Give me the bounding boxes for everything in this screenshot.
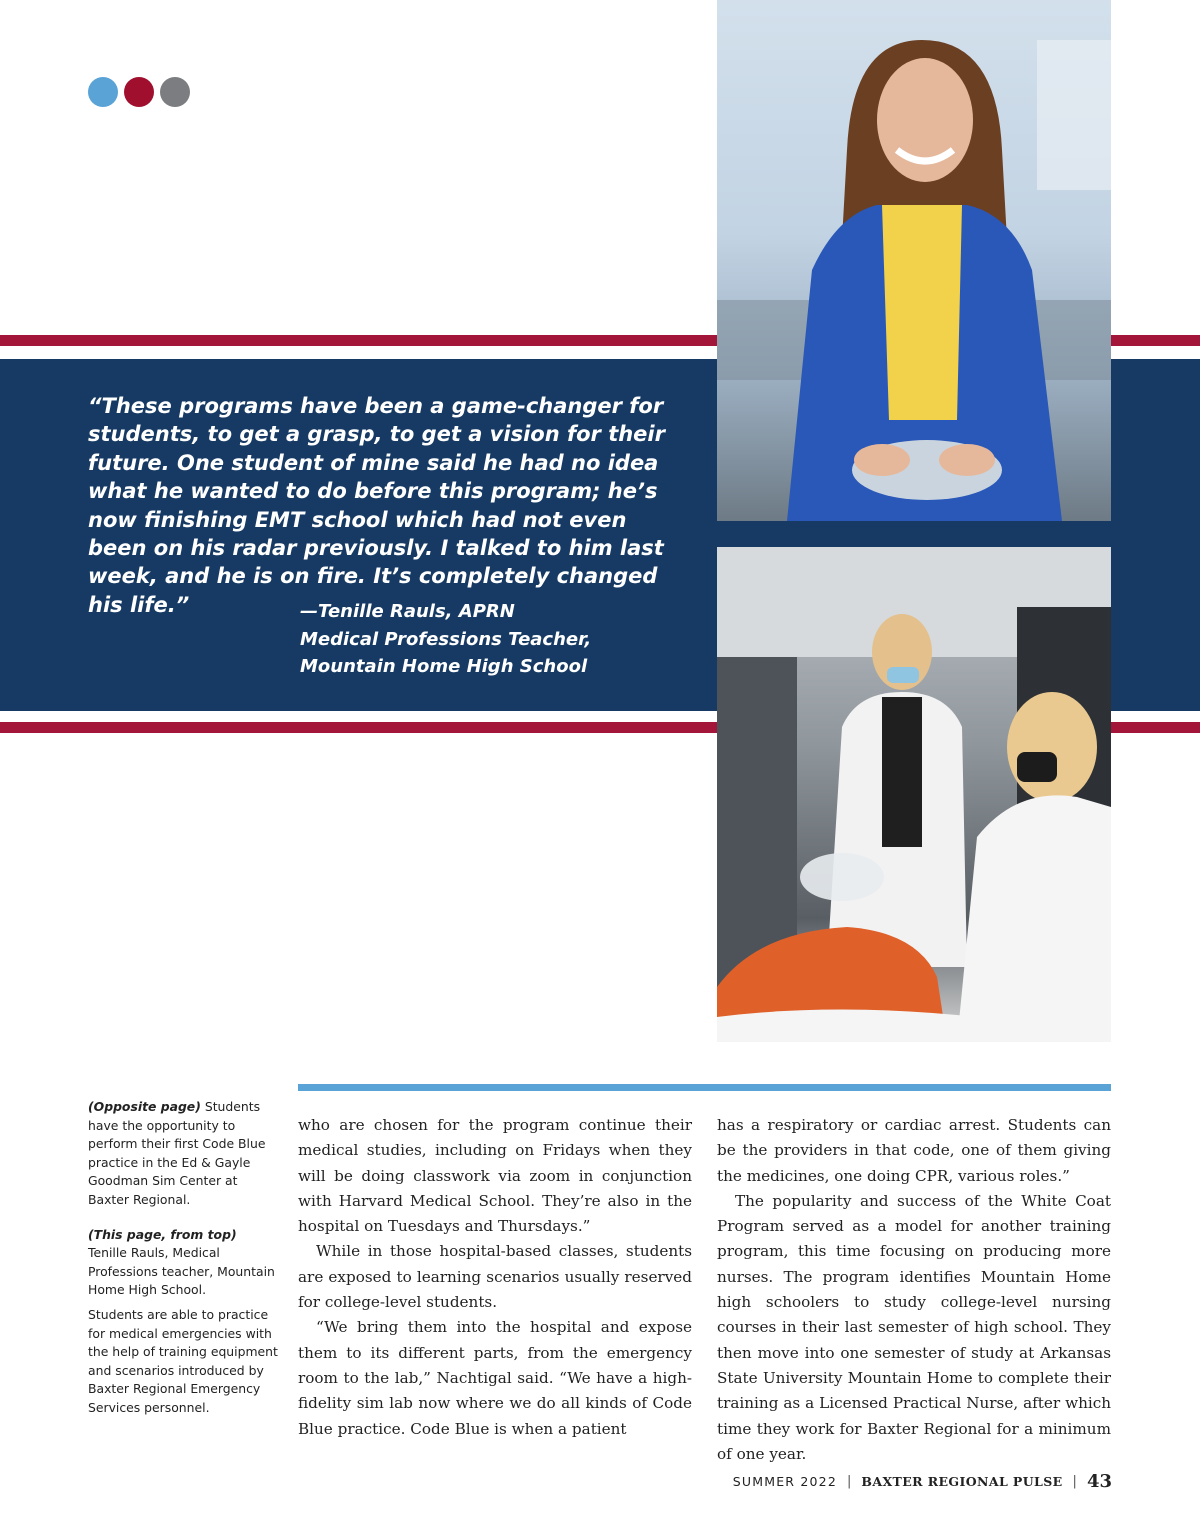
decorative-dot-gray bbox=[160, 77, 190, 107]
decorative-dot-blue bbox=[88, 77, 118, 107]
caption-opposite-text: Students have the opportunity to perform their first Code Blue practice in the Ed & Gayle Goodman Sim Center at Baxter Regional. bbox=[88, 1099, 266, 1207]
decorative-dot-red bbox=[124, 77, 154, 107]
quote-attribution bbox=[300, 598, 700, 681]
attribution-title: Medical Professions Teacher, bbox=[300, 628, 592, 650]
issue-season: SUMMER 2022 bbox=[732, 1473, 837, 1489]
article-divider bbox=[298, 1084, 1111, 1091]
ambulance-training-photo bbox=[717, 547, 1111, 1042]
caption-this-page-label: (This page, from top) bbox=[88, 1226, 237, 1242]
attribution-name: —Tenille Rauls, APRN bbox=[300, 601, 515, 622]
paragraph: “We bring them into the hospital and expose them to its different parts, from the emergency room to the lab,” Nachtigal said. “We have a high-fidelity sim lab now where we do all kinds of Code Blue practice. Code Blue is when a patient bbox=[298, 1318, 692, 1438]
footer-separator: | bbox=[846, 1473, 852, 1489]
paragraph: has a respiratory or cardiac arrest. Students can be the providers in that code, one of them giving the medicines, one doing CPR, various roles.” bbox=[717, 1116, 1111, 1185]
ambulance-photo-illustration bbox=[717, 547, 1111, 1042]
caption-opposite-label: (Opposite page) bbox=[88, 1099, 201, 1114]
caption-opposite-page bbox=[88, 1098, 278, 1210]
caption-this-page-2: Students are able to practice for medical emergencies with the help of training equipment and scenarios introduced by Baxter Regional Emergency Services personnel. bbox=[88, 1306, 278, 1415]
photo-captions bbox=[88, 1098, 278, 1424]
attribution-school: Mountain Home High School bbox=[300, 656, 588, 677]
article-column-1 bbox=[298, 1113, 692, 1442]
caption-this-page-text-1: Tenille Rauls, Medical Professions teacher, Mountain Home High School. bbox=[88, 1245, 275, 1298]
page-number: 43 bbox=[1086, 1470, 1112, 1492]
paragraph: who are chosen for the program continue their medical studies, including on Fridays when they will be doing classwork via zoom in conjunction with Harvard Medical School. They’re also in the hospital on Tuesdays and Thursdays.” bbox=[298, 1116, 692, 1236]
caption-this-page bbox=[88, 1226, 278, 1300]
paragraph: The popularity and success of the White Coat Program served as a model for another training program, this time focusing on producing more nurses. The program identifies Mountain Home high schoolers to study college-level nursing courses in their last semester of high school. They then move into one semester of study at Arkansas State University Mountain Home to complete their training as a Licensed Practical Nurse, after which time they work for Baxter Regional for a minimum of one year. bbox=[717, 1191, 1111, 1463]
page-footer bbox=[733, 1469, 1112, 1493]
portrait-photo bbox=[717, 0, 1111, 521]
article-column-2 bbox=[717, 1113, 1111, 1467]
pull-quote: “These programs have been a game-changer for students, to get a grasp, to get a vision for their future. One student of mine said he had no idea what he wanted to do before this program; he’s now finishing EMT school which had not even been on his radar previously. I talked to him last week, and he is on fire. It’s completely changed his life.” bbox=[88, 394, 665, 617]
portrait-photo-illustration bbox=[717, 0, 1111, 521]
paragraph: While in those hospital-based classes, students are exposed to learning scenarios usually reserved for college-level students. bbox=[298, 1242, 692, 1312]
footer-separator: | bbox=[1072, 1473, 1077, 1489]
publication-name: BAXTER REGIONAL PULSE bbox=[861, 1473, 1063, 1489]
